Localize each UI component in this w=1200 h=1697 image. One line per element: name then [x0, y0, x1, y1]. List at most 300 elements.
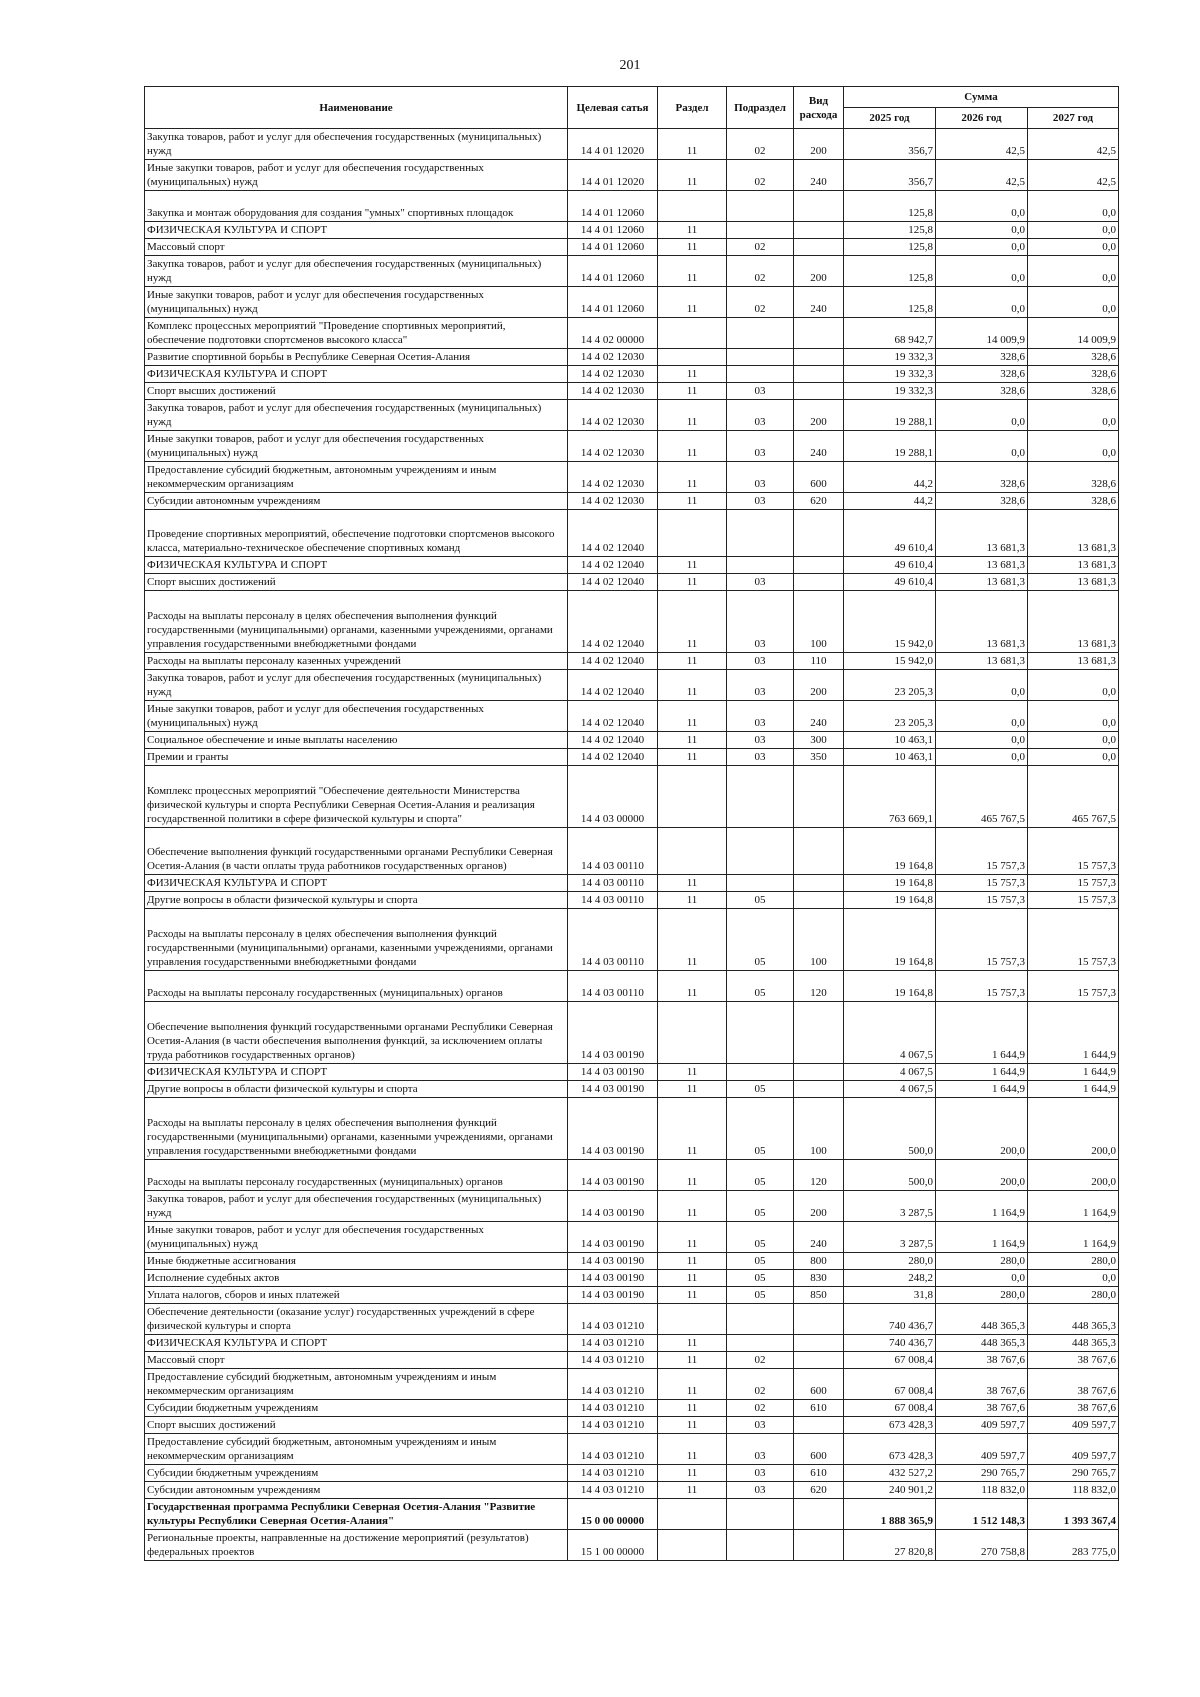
header-section: Раздел [658, 87, 727, 129]
cell-2027: 200,0 [1028, 1098, 1119, 1160]
cell-kind [794, 191, 844, 222]
cell-name: Проведение спортивных мероприятий, обеспечение подготовки спортсменов высокого класса, материально-техническое обеспечение спортивных команд [145, 510, 568, 557]
table-row [145, 732, 1119, 749]
table-row [145, 909, 1119, 971]
cell-2025: 3 287,5 [844, 1222, 936, 1253]
cell-2027: 200,0 [1028, 1160, 1119, 1191]
cell-2027: 1 393 367,4 [1028, 1499, 1119, 1530]
table-row [145, 191, 1119, 222]
cell-2025: 67 008,4 [844, 1400, 936, 1417]
cell-kind [794, 510, 844, 557]
table-row [145, 1530, 1119, 1561]
table-row [145, 239, 1119, 256]
cell-kind: 240 [794, 701, 844, 732]
table-row [145, 256, 1119, 287]
cell-target: 14 4 02 12040 [568, 701, 658, 732]
cell-2025: 44,2 [844, 462, 936, 493]
cell-section: 11 [658, 653, 727, 670]
cell-name: Иные закупки товаров, работ и услуг для обеспечения государственных (муниципальных) нужд [145, 160, 568, 191]
cell-2026: 38 767,6 [936, 1352, 1028, 1369]
cell-2025: 44,2 [844, 493, 936, 510]
cell-subsection [727, 366, 794, 383]
cell-kind: 120 [794, 971, 844, 1002]
cell-subsection [727, 510, 794, 557]
cell-name: Другие вопросы в области физической культуры и спорта [145, 892, 568, 909]
cell-name: Субсидии бюджетным учреждениям [145, 1465, 568, 1482]
cell-subsection: 03 [727, 732, 794, 749]
cell-section [658, 510, 727, 557]
cell-2025: 740 436,7 [844, 1304, 936, 1335]
table-row [145, 1482, 1119, 1499]
cell-section: 11 [658, 1064, 727, 1081]
cell-subsection: 02 [727, 239, 794, 256]
cell-target: 14 4 02 12030 [568, 349, 658, 366]
cell-section: 11 [658, 1465, 727, 1482]
cell-subsection: 02 [727, 1400, 794, 1417]
cell-section [658, 318, 727, 349]
cell-2027: 328,6 [1028, 349, 1119, 366]
cell-section: 11 [658, 971, 727, 1002]
cell-2026: 15 757,3 [936, 828, 1028, 875]
cell-subsection [727, 349, 794, 366]
cell-subsection: 05 [727, 1253, 794, 1270]
cell-kind [794, 383, 844, 400]
cell-section: 11 [658, 1482, 727, 1499]
table-row [145, 400, 1119, 431]
cell-2026: 14 009,9 [936, 318, 1028, 349]
cell-subsection [727, 318, 794, 349]
cell-2025: 125,8 [844, 239, 936, 256]
cell-target: 14 4 02 00000 [568, 318, 658, 349]
cell-2025: 125,8 [844, 191, 936, 222]
cell-target: 14 4 03 00110 [568, 875, 658, 892]
cell-2027: 13 681,3 [1028, 574, 1119, 591]
cell-2027: 13 681,3 [1028, 653, 1119, 670]
cell-2026: 0,0 [936, 670, 1028, 701]
cell-name: Закупка товаров, работ и услуг для обеспечения государственных (муниципальных) нужд [145, 256, 568, 287]
cell-subsection: 03 [727, 462, 794, 493]
cell-section: 11 [658, 383, 727, 400]
table-row [145, 462, 1119, 493]
cell-2027: 15 757,3 [1028, 828, 1119, 875]
cell-2026: 15 757,3 [936, 909, 1028, 971]
table-row [145, 1335, 1119, 1352]
cell-2027: 15 757,3 [1028, 909, 1119, 971]
cell-section: 11 [658, 732, 727, 749]
cell-2027: 1 164,9 [1028, 1191, 1119, 1222]
cell-subsection [727, 1002, 794, 1064]
cell-name: ФИЗИЧЕСКАЯ КУЛЬТУРА И СПОРТ [145, 1064, 568, 1081]
cell-2027: 15 757,3 [1028, 971, 1119, 1002]
cell-2026: 1 164,9 [936, 1191, 1028, 1222]
cell-2025: 67 008,4 [844, 1369, 936, 1400]
cell-2026: 448 365,3 [936, 1304, 1028, 1335]
cell-2026: 13 681,3 [936, 653, 1028, 670]
cell-2027: 1 644,9 [1028, 1002, 1119, 1064]
cell-section: 11 [658, 1417, 727, 1434]
cell-2026: 1 164,9 [936, 1222, 1028, 1253]
cell-2025: 19 164,8 [844, 875, 936, 892]
cell-section: 11 [658, 875, 727, 892]
cell-2025: 19 164,8 [844, 909, 936, 971]
cell-target: 15 0 00 00000 [568, 1499, 658, 1530]
table-row [145, 557, 1119, 574]
cell-target: 14 4 01 12020 [568, 160, 658, 191]
cell-kind: 120 [794, 1160, 844, 1191]
cell-2025: 432 527,2 [844, 1465, 936, 1482]
cell-2027: 283 775,0 [1028, 1530, 1119, 1561]
cell-section: 11 [658, 1287, 727, 1304]
cell-subsection: 02 [727, 160, 794, 191]
cell-2025: 4 067,5 [844, 1064, 936, 1081]
cell-subsection [727, 1335, 794, 1352]
cell-target: 14 4 03 00190 [568, 1191, 658, 1222]
cell-name: Государственная программа Республики Северная Осетия-Алания "Развитие культуры Республики Северная Осетия-Алания" [145, 1499, 568, 1530]
cell-subsection: 03 [727, 749, 794, 766]
cell-subsection: 03 [727, 591, 794, 653]
cell-kind: 240 [794, 160, 844, 191]
cell-section [658, 1499, 727, 1530]
cell-kind [794, 1304, 844, 1335]
cell-2026: 13 681,3 [936, 591, 1028, 653]
cell-target: 14 4 02 12040 [568, 591, 658, 653]
cell-2027: 328,6 [1028, 383, 1119, 400]
cell-2027: 0,0 [1028, 222, 1119, 239]
cell-target: 14 4 02 12040 [568, 653, 658, 670]
cell-subsection: 02 [727, 287, 794, 318]
cell-2025: 10 463,1 [844, 732, 936, 749]
cell-2026: 13 681,3 [936, 574, 1028, 591]
cell-kind: 200 [794, 129, 844, 160]
cell-target: 14 4 03 01210 [568, 1482, 658, 1499]
cell-2026: 15 757,3 [936, 892, 1028, 909]
cell-2026: 328,6 [936, 493, 1028, 510]
cell-target: 14 4 03 00000 [568, 766, 658, 828]
cell-2025: 31,8 [844, 1287, 936, 1304]
cell-section [658, 828, 727, 875]
cell-section: 11 [658, 160, 727, 191]
table-row [145, 749, 1119, 766]
cell-subsection [727, 1499, 794, 1530]
cell-2026: 0,0 [936, 749, 1028, 766]
cell-2026: 328,6 [936, 462, 1028, 493]
cell-2026: 465 767,5 [936, 766, 1028, 828]
cell-2027: 13 681,3 [1028, 557, 1119, 574]
cell-target: 14 4 03 00110 [568, 892, 658, 909]
cell-kind: 200 [794, 256, 844, 287]
cell-kind: 350 [794, 749, 844, 766]
cell-name: Субсидии автономным учреждениям [145, 493, 568, 510]
cell-section: 11 [658, 1160, 727, 1191]
cell-2027: 38 767,6 [1028, 1400, 1119, 1417]
cell-name: Расходы на выплаты персоналу в целях обеспечения выполнения функций государственными (муниципальными) органами, казенными учреждениями, органами управления государственными внебюджетными фондами [145, 591, 568, 653]
cell-2026: 1 644,9 [936, 1064, 1028, 1081]
cell-2026: 0,0 [936, 191, 1028, 222]
cell-target: 14 4 03 00190 [568, 1253, 658, 1270]
table-row [145, 1064, 1119, 1081]
cell-target: 14 4 02 12030 [568, 366, 658, 383]
cell-2025: 1 888 365,9 [844, 1499, 936, 1530]
header-subsection: Подраздел [727, 87, 794, 129]
cell-kind [794, 1081, 844, 1098]
cell-name: Региональные проекты, направленные на достижение мероприятий (результатов) федеральных проектов [145, 1530, 568, 1561]
cell-2025: 356,7 [844, 160, 936, 191]
cell-2026: 13 681,3 [936, 557, 1028, 574]
table-row [145, 349, 1119, 366]
cell-section [658, 191, 727, 222]
cell-kind: 830 [794, 1270, 844, 1287]
table-row [145, 1287, 1119, 1304]
cell-subsection [727, 1530, 794, 1561]
cell-subsection: 03 [727, 574, 794, 591]
table-row [145, 1369, 1119, 1400]
cell-section: 11 [658, 1191, 727, 1222]
cell-2026: 0,0 [936, 256, 1028, 287]
cell-2027: 13 681,3 [1028, 591, 1119, 653]
cell-name: Развитие спортивной борьбы в Республике Северная Осетия-Алания [145, 349, 568, 366]
cell-kind: 800 [794, 1253, 844, 1270]
cell-target: 14 4 03 00190 [568, 1064, 658, 1081]
cell-2027: 1 644,9 [1028, 1064, 1119, 1081]
cell-2026: 0,0 [936, 431, 1028, 462]
cell-target: 15 1 00 00000 [568, 1530, 658, 1561]
cell-2026: 1 512 148,3 [936, 1499, 1028, 1530]
cell-section: 11 [658, 287, 727, 318]
cell-2025: 248,2 [844, 1270, 936, 1287]
cell-2027: 328,6 [1028, 493, 1119, 510]
cell-subsection [727, 1304, 794, 1335]
cell-2027: 0,0 [1028, 256, 1119, 287]
cell-name: ФИЗИЧЕСКАЯ КУЛЬТУРА И СПОРТ [145, 222, 568, 239]
cell-2026: 0,0 [936, 400, 1028, 431]
cell-section: 11 [658, 1081, 727, 1098]
cell-2027: 280,0 [1028, 1287, 1119, 1304]
cell-section: 11 [658, 1270, 727, 1287]
cell-2026: 409 597,7 [936, 1434, 1028, 1465]
table-row [145, 670, 1119, 701]
cell-2025: 500,0 [844, 1098, 936, 1160]
cell-subsection: 03 [727, 1417, 794, 1434]
cell-target: 14 4 03 01210 [568, 1400, 658, 1417]
table-row [145, 1191, 1119, 1222]
cell-2027: 0,0 [1028, 287, 1119, 318]
cell-target: 14 4 03 01210 [568, 1465, 658, 1482]
cell-name: Предоставление субсидий бюджетным, автономным учреждениям и иным некоммерческим организациям [145, 1369, 568, 1400]
cell-2025: 3 287,5 [844, 1191, 936, 1222]
page-number: 201 [619, 58, 641, 73]
cell-subsection [727, 557, 794, 574]
cell-target: 14 4 02 12030 [568, 400, 658, 431]
table-row [145, 766, 1119, 828]
table-row [145, 828, 1119, 875]
cell-kind: 600 [794, 1369, 844, 1400]
cell-target: 14 4 03 01210 [568, 1352, 658, 1369]
table-row [145, 653, 1119, 670]
cell-subsection: 03 [727, 493, 794, 510]
cell-target: 14 4 02 12030 [568, 383, 658, 400]
cell-name: Субсидии бюджетным учреждениям [145, 1400, 568, 1417]
cell-2025: 23 205,3 [844, 670, 936, 701]
cell-2025: 125,8 [844, 287, 936, 318]
cell-target: 14 4 02 12040 [568, 574, 658, 591]
cell-name: Обеспечение выполнения функций государственными органами Республики Северная Осетия-Алания (в части обеспечения выполнения функций, за исключением оплаты труда работников государственных органов) [145, 1002, 568, 1064]
cell-target: 14 4 01 12060 [568, 287, 658, 318]
table-row [145, 1400, 1119, 1417]
cell-2026: 0,0 [936, 1270, 1028, 1287]
cell-target: 14 4 02 12040 [568, 670, 658, 701]
cell-subsection [727, 828, 794, 875]
cell-2027: 14 009,9 [1028, 318, 1119, 349]
cell-name: Предоставление субсидий бюджетным, автономным учреждениям и иным некоммерческим организациям [145, 1434, 568, 1465]
cell-2027: 0,0 [1028, 191, 1119, 222]
cell-kind: 240 [794, 431, 844, 462]
cell-name: Спорт высших достижений [145, 574, 568, 591]
cell-target: 14 4 01 12060 [568, 191, 658, 222]
header-2025: 2025 год [844, 108, 936, 129]
cell-name: Субсидии автономным учреждениям [145, 1482, 568, 1499]
cell-2025: 19 164,8 [844, 892, 936, 909]
cell-subsection: 05 [727, 1287, 794, 1304]
cell-2025: 27 820,8 [844, 1530, 936, 1561]
cell-name: ФИЗИЧЕСКАЯ КУЛЬТУРА И СПОРТ [145, 1335, 568, 1352]
cell-2025: 763 669,1 [844, 766, 936, 828]
cell-2026: 13 681,3 [936, 510, 1028, 557]
cell-2026: 200,0 [936, 1160, 1028, 1191]
cell-kind [794, 892, 844, 909]
cell-subsection: 03 [727, 701, 794, 732]
cell-2027: 280,0 [1028, 1253, 1119, 1270]
cell-kind [794, 366, 844, 383]
cell-section: 11 [658, 591, 727, 653]
cell-name: Иные закупки товаров, работ и услуг для обеспечения государственных (муниципальных) нужд [145, 1222, 568, 1253]
header-target: Целевая сатья [568, 87, 658, 129]
cell-2025: 49 610,4 [844, 557, 936, 574]
cell-name: Спорт высших достижений [145, 1417, 568, 1434]
cell-name: Расходы на выплаты персоналу государственных (муниципальных) органов [145, 1160, 568, 1191]
cell-name: Спорт высших достижений [145, 383, 568, 400]
cell-2027: 328,6 [1028, 462, 1119, 493]
cell-name: Иные закупки товаров, работ и услуг для обеспечения государственных (муниципальных) нужд [145, 431, 568, 462]
cell-target: 14 4 02 12040 [568, 732, 658, 749]
cell-name: Комплекс процессных мероприятий "Обеспечение деятельности Министерства физической культуры и спорта Республики Северная Осетия-Алания и реализация государственной политики в сфере физической культуры и спорта" [145, 766, 568, 828]
cell-subsection: 02 [727, 129, 794, 160]
cell-2027: 15 757,3 [1028, 892, 1119, 909]
cell-name: Закупка товаров, работ и услуг для обеспечения государственных (муниципальных) нужд [145, 670, 568, 701]
cell-kind [794, 557, 844, 574]
cell-2025: 125,8 [844, 256, 936, 287]
cell-2027: 409 597,7 [1028, 1417, 1119, 1434]
cell-section: 11 [658, 462, 727, 493]
cell-name: Расходы на выплаты персоналу в целях обеспечения выполнения функций государственными (муниципальными) органами, казенными учреждениями, органами управления государственными внебюджетными фондами [145, 909, 568, 971]
cell-2026: 15 757,3 [936, 875, 1028, 892]
cell-2025: 673 428,3 [844, 1417, 936, 1434]
table-row [145, 1352, 1119, 1369]
cell-section: 11 [658, 1400, 727, 1417]
cell-name: Иные закупки товаров, работ и услуг для обеспечения государственных (муниципальных) нужд [145, 701, 568, 732]
cell-target: 14 4 03 00190 [568, 1287, 658, 1304]
cell-subsection [727, 1064, 794, 1081]
cell-name: Обеспечение деятельности (оказание услуг) государственных учреждений в сфере физической культуры и спорта [145, 1304, 568, 1335]
cell-target: 14 4 02 12030 [568, 462, 658, 493]
cell-target: 14 4 02 12040 [568, 557, 658, 574]
cell-kind [794, 1417, 844, 1434]
cell-subsection: 03 [727, 1465, 794, 1482]
cell-2025: 19 288,1 [844, 431, 936, 462]
cell-2025: 19 332,3 [844, 349, 936, 366]
cell-section: 11 [658, 1098, 727, 1160]
cell-section: 11 [658, 431, 727, 462]
cell-2027: 15 757,3 [1028, 875, 1119, 892]
cell-section: 11 [658, 892, 727, 909]
table-row [145, 222, 1119, 239]
cell-2025: 10 463,1 [844, 749, 936, 766]
table-row [145, 1465, 1119, 1482]
cell-kind: 600 [794, 1434, 844, 1465]
table-row [145, 892, 1119, 909]
cell-2025: 49 610,4 [844, 510, 936, 557]
cell-name: Уплата налогов, сборов и иных платежей [145, 1287, 568, 1304]
cell-subsection [727, 875, 794, 892]
cell-subsection: 05 [727, 1191, 794, 1222]
cell-2027: 328,6 [1028, 366, 1119, 383]
cell-2027: 118 832,0 [1028, 1482, 1119, 1499]
table-row [145, 591, 1119, 653]
cell-2025: 19 332,3 [844, 383, 936, 400]
cell-name: Иные бюджетные ассигнования [145, 1253, 568, 1270]
cell-name: Массовый спорт [145, 239, 568, 256]
cell-kind [794, 1064, 844, 1081]
cell-name: Расходы на выплаты персоналу государственных (муниципальных) органов [145, 971, 568, 1002]
cell-section [658, 349, 727, 366]
table-row [145, 431, 1119, 462]
cell-2027: 42,5 [1028, 160, 1119, 191]
table-row [145, 287, 1119, 318]
cell-target: 14 4 03 00190 [568, 1098, 658, 1160]
cell-name: Расходы на выплаты персоналу казенных учреждений [145, 653, 568, 670]
cell-name: Другие вопросы в области физической культуры и спорта [145, 1081, 568, 1098]
cell-section: 11 [658, 749, 727, 766]
cell-2026: 42,5 [936, 129, 1028, 160]
table-row [145, 1434, 1119, 1465]
cell-2026: 0,0 [936, 287, 1028, 318]
cell-2026: 1 644,9 [936, 1081, 1028, 1098]
header-2027: 2027 год [1028, 108, 1119, 129]
header-name: Наименование [145, 87, 568, 129]
cell-section: 11 [658, 256, 727, 287]
cell-kind: 200 [794, 1191, 844, 1222]
cell-section: 11 [658, 222, 727, 239]
cell-2027: 0,0 [1028, 701, 1119, 732]
cell-2027: 0,0 [1028, 400, 1119, 431]
cell-2025: 356,7 [844, 129, 936, 160]
cell-2027: 13 681,3 [1028, 510, 1119, 557]
cell-2027: 42,5 [1028, 129, 1119, 160]
table-row [145, 971, 1119, 1002]
cell-kind: 620 [794, 1482, 844, 1499]
cell-2026: 42,5 [936, 160, 1028, 191]
cell-section: 11 [658, 574, 727, 591]
cell-kind: 600 [794, 462, 844, 493]
cell-kind: 100 [794, 1098, 844, 1160]
cell-kind [794, 875, 844, 892]
cell-2027: 290 765,7 [1028, 1465, 1119, 1482]
cell-2025: 240 901,2 [844, 1482, 936, 1499]
cell-section: 11 [658, 1434, 727, 1465]
cell-target: 14 4 02 12030 [568, 431, 658, 462]
cell-kind: 110 [794, 653, 844, 670]
cell-target: 14 4 02 12040 [568, 510, 658, 557]
cell-name: Комплекс процессных мероприятий "Проведение спортивных мероприятий, обеспечение подготовки спортсменов высокого класса" [145, 318, 568, 349]
